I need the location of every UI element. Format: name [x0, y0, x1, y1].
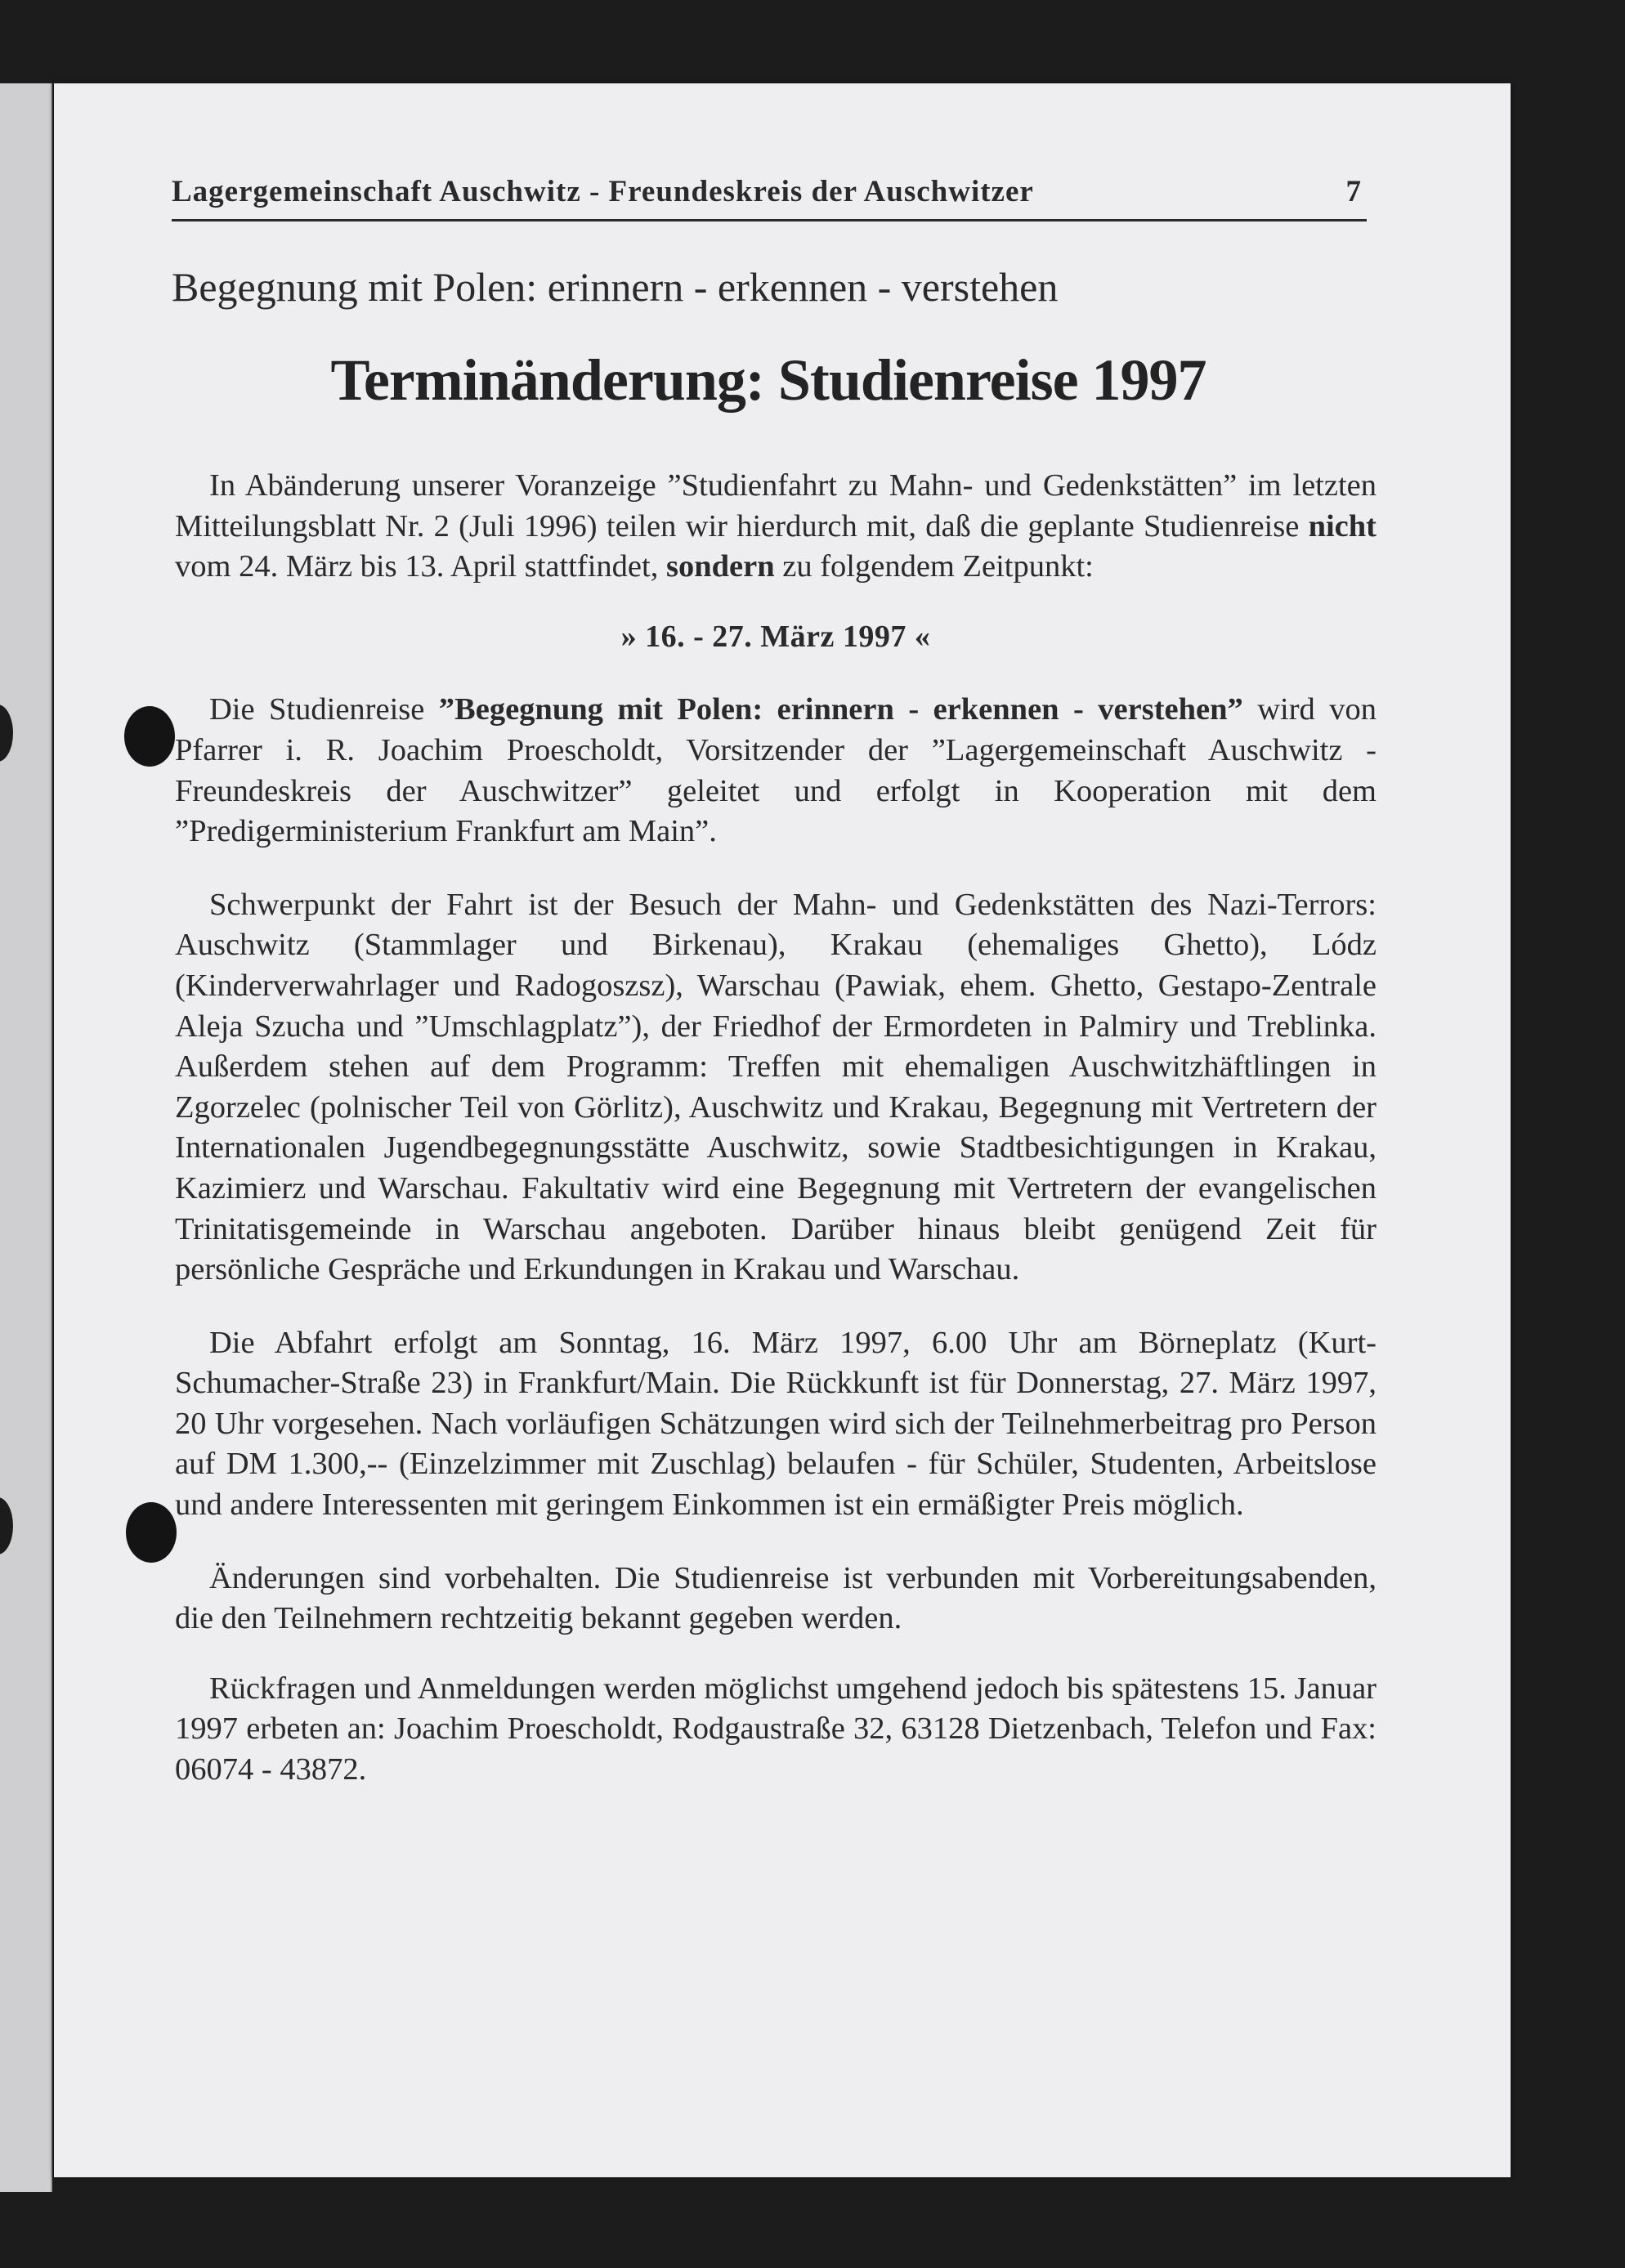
article-body	[175, 466, 1377, 1791]
travel-dates: » 16. - 27. März 1997 «	[620, 619, 931, 654]
paragraph-changes: Änderungen sind vorbehalten. Die Studienreise ist verbunden mit Vorbereitungsabenden, die den Teilnehmern rechtzeitig bekannt gegeben werden.	[175, 1560, 1377, 1636]
paragraph-announcement	[175, 466, 1377, 588]
punch-hole	[0, 705, 13, 762]
text-run: Die Studienreise	[209, 692, 439, 727]
header-title: Lagergemeinschaft Auschwitz - Freundeskreis der Auschwitzer	[172, 175, 1034, 208]
article-kicker: Begegnung mit Polen: erinnern - erkennen - verstehen	[172, 264, 1059, 310]
paragraph-program: Schwerpunkt der Fahrt ist der Besuch der Mahn- und Gedenkstätten des Nazi-Terrors: Auschwitz (Stammlager und Birkenau), Krakau (ehemaliges Ghetto), Lódz (Kinderverwahrlager und Radogoszsz), Warschau (Pawiak, ehem. Ghetto, Gestapo-Zentrale Aleja Szucha und ”Umschlagplatz”), der Friedhof der Ermordeten in Palmiry und Treblinka. Außerdem stehen auf dem Programm: Treffen mit ehemaligen Auschwitzhäftlingen in Zgorzelec (polnischer Teil von Görlitz), Auschwitz und Krakau, Begegnung mit Vertretern der Internationalen Jugendbegegnungsstätte Auschwitz, sowie Stadtbesichtigungen in Krakau, Kazimierz und Warschau. Fakultativ wird eine Begegnung mit Vertretern der evangelischen Trinitatisgemeinde in Warschau angeboten. Darüber hinaus bleibt genügend Zeit für persönliche Gespräche und Erkundungen in Krakau und Warschau.	[175, 887, 1377, 1287]
paragraph-departure: Die Abfahrt erfolgt am Sonntag, 16. März 1997, 6.00 Uhr am Börneplatz (Kurt-Schumacher-Straße 23) in Frankfurt/Main. Die Rückkunft ist für Donnerstag, 27. März 1997, 20 Uhr vorgesehen. Nach vorläufigen Schätzungen wird sich der Teilnehmerbeitrag pro Person auf DM 1.300,-- (Einzelzimmer mit Zuschlag) belaufen - für Schüler, Studenten, Arbeitslose und andere Interessenten mit geringem Einkommen ist ein ermäßigter Preis möglich.	[175, 1325, 1377, 1523]
document-page	[54, 83, 1511, 2177]
adjacent-page-edge	[0, 83, 52, 2192]
punch-hole	[124, 706, 175, 767]
running-header	[172, 165, 1367, 221]
emphasis-nicht: nicht	[1308, 508, 1377, 544]
emphasis-sondern: sondern	[665, 549, 775, 584]
text-run: wird von Pfarrer i. R. Joachim Proescholdt, Vorsitzender der ”Lagergemeinschaft Auschwitz - Freundeskreis der Auschwitzer” geleitet und erfolgt in Kooperation mit dem ”Predigerministerium Frankfurt am Main”.	[175, 692, 1377, 849]
punch-hole	[0, 1497, 13, 1554]
punch-hole	[126, 1502, 177, 1563]
text-run: vom 24. März bis 13. April stattfindet,	[175, 549, 666, 584]
paragraph-contact: Rückfragen und Anmeldungen werden möglichst umgehend jedoch bis spätestens 15. Januar 1997 erbeten an: Joachim Proescholdt, Rodgaustraße 32, 63128 Dietzenbach, Telefon und Fax: 06074 - 43872.	[175, 1671, 1377, 1787]
paragraph-organizer	[175, 690, 1377, 852]
text-run: zu folgendem Zeitpunkt:	[774, 549, 1094, 584]
text-run: In Abänderung unserer Voranzeige ”Studienfahrt zu Mahn- und Gedenkstätten” im letzten Mitteilungsblatt Nr. 2 (Juli 1996) teilen wir hierdurch mit, daß die geplante Studienreise	[175, 468, 1377, 544]
trip-title: ”Begegnung mit Polen: erinnern - erkennen - verstehen”	[438, 692, 1243, 727]
page-number: 7	[1345, 175, 1362, 208]
article-headline: Terminänderung: Studienreise 1997	[330, 347, 1206, 413]
